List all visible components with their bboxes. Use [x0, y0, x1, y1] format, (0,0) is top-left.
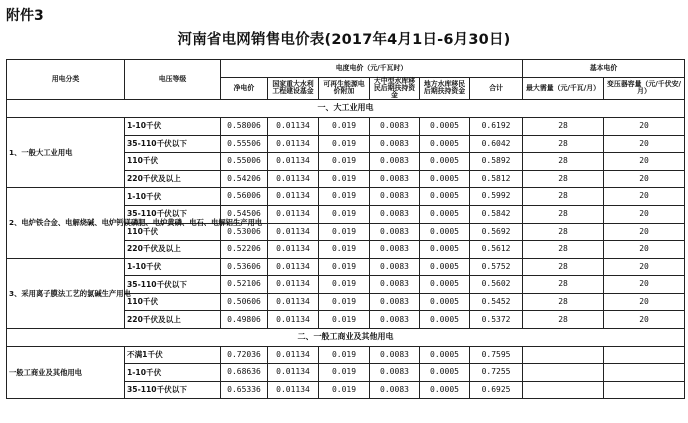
water-fund-cell: 0.01134 [268, 293, 319, 311]
table-row [7, 188, 685, 206]
water-fund-cell: 0.01134 [268, 381, 319, 399]
renewable-cell: 0.019 [319, 223, 370, 241]
header-transformer-capacity: 变压器容量（元/千伏安/月） [604, 77, 685, 100]
transformer-capacity-cell: 20 [604, 170, 685, 188]
local-reservoir-cell: 0.0005 [420, 188, 470, 206]
net-price-cell: 0.56006 [221, 188, 268, 206]
max-demand-cell: 28 [523, 170, 604, 188]
total-cell: 0.5892 [470, 153, 523, 171]
renewable-cell: 0.019 [319, 188, 370, 206]
large-reservoir-cell: 0.0083 [370, 223, 420, 241]
local-reservoir-cell: 0.0005 [420, 170, 470, 188]
header-max-demand: 最大需量（元/千瓦/月） [523, 77, 604, 100]
renewable-cell: 0.019 [319, 170, 370, 188]
max-demand-cell: 28 [523, 258, 604, 276]
local-reservoir-cell: 0.0005 [420, 241, 470, 259]
max-demand-cell: 28 [523, 117, 604, 135]
header-voltage: 电压等级 [125, 60, 221, 100]
category-cell: 3、采用离子膜法工艺的氯碱生产用电 [7, 258, 125, 328]
net-price-cell: 0.54206 [221, 170, 268, 188]
net-price-cell: 0.49806 [221, 311, 268, 329]
water-fund-cell: 0.01134 [268, 364, 319, 382]
category-cell: 一般工商业及其他用电 [7, 346, 125, 399]
max-demand-cell: 28 [523, 188, 604, 206]
large-reservoir-cell: 0.0083 [370, 170, 420, 188]
total-cell: 0.5452 [470, 293, 523, 311]
section-title: 二、一般工商业及其他用电 [7, 329, 685, 347]
net-price-cell: 0.65336 [221, 381, 268, 399]
voltage-level-cell: 35-110千伏以下 [125, 381, 221, 399]
large-reservoir-cell: 0.0083 [370, 293, 420, 311]
large-reservoir-cell: 0.0083 [370, 153, 420, 171]
local-reservoir-cell: 0.0005 [420, 223, 470, 241]
voltage-level-cell: 1-10千伏 [125, 117, 221, 135]
table-header [7, 60, 685, 100]
net-price-cell: 0.52206 [221, 241, 268, 259]
local-reservoir-cell: 0.0005 [420, 258, 470, 276]
local-reservoir-cell: 0.0005 [420, 153, 470, 171]
large-reservoir-cell: 0.0083 [370, 188, 420, 206]
renewable-cell: 0.019 [319, 135, 370, 153]
max-demand-cell: 28 [523, 223, 604, 241]
header-category: 用电分类 [7, 60, 125, 100]
section-row [7, 100, 685, 118]
transformer-capacity-cell [604, 381, 685, 399]
water-fund-cell: 0.01134 [268, 188, 319, 206]
voltage-level-cell: 110千伏 [125, 223, 221, 241]
header-net-price: 净电价 [221, 77, 268, 100]
water-fund-cell: 0.01134 [268, 276, 319, 294]
large-reservoir-cell: 0.0083 [370, 205, 420, 223]
net-price-cell: 0.53606 [221, 258, 268, 276]
total-cell: 0.7595 [470, 346, 523, 364]
category-cell: 2、电炉铁合金、电解烧碱、电炉钙镁磷肥、电炉黄磷、电石、电解铝生产用电 [7, 188, 125, 258]
category-cell: 1、一般大工业用电 [7, 117, 125, 187]
renewable-cell: 0.019 [319, 258, 370, 276]
total-cell: 0.5812 [470, 170, 523, 188]
total-cell: 0.5602 [470, 276, 523, 294]
max-demand-cell [523, 381, 604, 399]
max-demand-cell: 28 [523, 311, 604, 329]
renewable-cell: 0.019 [319, 293, 370, 311]
voltage-level-cell: 220千伏及以上 [125, 311, 221, 329]
total-cell: 0.6042 [470, 135, 523, 153]
net-price-cell: 0.72036 [221, 346, 268, 364]
transformer-capacity-cell: 20 [604, 241, 685, 259]
transformer-capacity-cell: 20 [604, 223, 685, 241]
net-price-cell: 0.55506 [221, 135, 268, 153]
transformer-capacity-cell: 20 [604, 311, 685, 329]
total-cell: 0.5692 [470, 223, 523, 241]
max-demand-cell [523, 364, 604, 382]
voltage-level-cell: 110千伏 [125, 293, 221, 311]
local-reservoir-cell: 0.0005 [420, 276, 470, 294]
net-price-cell: 0.68636 [221, 364, 268, 382]
renewable-cell: 0.019 [319, 346, 370, 364]
transformer-capacity-cell [604, 346, 685, 364]
price-table [6, 59, 685, 399]
water-fund-cell: 0.01134 [268, 346, 319, 364]
large-reservoir-cell: 0.0083 [370, 346, 420, 364]
max-demand-cell: 28 [523, 293, 604, 311]
net-price-cell: 0.54506 [221, 205, 268, 223]
table-row [7, 117, 685, 135]
total-cell: 0.6925 [470, 381, 523, 399]
header-energy-price: 电度电价（元/千瓦时） [221, 60, 523, 78]
renewable-cell: 0.019 [319, 117, 370, 135]
header-basic-price: 基本电价 [523, 60, 685, 78]
max-demand-cell: 28 [523, 153, 604, 171]
renewable-cell: 0.019 [319, 205, 370, 223]
transformer-capacity-cell: 20 [604, 293, 685, 311]
local-reservoir-cell: 0.0005 [420, 346, 470, 364]
net-price-cell: 0.55006 [221, 153, 268, 171]
voltage-level-cell: 220千伏及以上 [125, 170, 221, 188]
voltage-level-cell: 35-110千伏以下 [125, 205, 221, 223]
transformer-capacity-cell: 20 [604, 276, 685, 294]
renewable-cell: 0.019 [319, 276, 370, 294]
transformer-capacity-cell: 20 [604, 205, 685, 223]
local-reservoir-cell: 0.0005 [420, 364, 470, 382]
water-fund-cell: 0.01134 [268, 170, 319, 188]
transformer-capacity-cell: 20 [604, 117, 685, 135]
renewable-cell: 0.019 [319, 153, 370, 171]
header-local-reservoir-fund: 地方水库移民后期扶持资金 [420, 77, 470, 100]
local-reservoir-cell: 0.0005 [420, 293, 470, 311]
net-price-cell: 0.58006 [221, 117, 268, 135]
transformer-capacity-cell: 20 [604, 188, 685, 206]
header-total: 合计 [470, 77, 523, 100]
header-water-fund: 国家重大水利工程建设基金 [268, 77, 319, 100]
net-price-cell: 0.50606 [221, 293, 268, 311]
voltage-level-cell: 35-110千伏以下 [125, 135, 221, 153]
section-title: 一、大工业用电 [7, 100, 685, 118]
large-reservoir-cell: 0.0083 [370, 117, 420, 135]
total-cell: 0.7255 [470, 364, 523, 382]
section-row [7, 329, 685, 347]
water-fund-cell: 0.01134 [268, 241, 319, 259]
total-cell: 0.5992 [470, 188, 523, 206]
header-renewable-surcharge: 可再生能源电价附加 [319, 77, 370, 100]
net-price-cell: 0.52106 [221, 276, 268, 294]
total-cell: 0.5612 [470, 241, 523, 259]
voltage-level-cell: 1-10千伏 [125, 258, 221, 276]
local-reservoir-cell: 0.0005 [420, 117, 470, 135]
local-reservoir-cell: 0.0005 [420, 135, 470, 153]
large-reservoir-cell: 0.0083 [370, 364, 420, 382]
voltage-level-cell: 35-110千伏以下 [125, 276, 221, 294]
water-fund-cell: 0.01134 [268, 205, 319, 223]
transformer-capacity-cell: 20 [604, 135, 685, 153]
voltage-level-cell: 不满1千伏 [125, 346, 221, 364]
net-price-cell: 0.53006 [221, 223, 268, 241]
local-reservoir-cell: 0.0005 [420, 381, 470, 399]
water-fund-cell: 0.01134 [268, 135, 319, 153]
max-demand-cell: 28 [523, 241, 604, 259]
large-reservoir-cell: 0.0083 [370, 381, 420, 399]
voltage-level-cell: 110千伏 [125, 153, 221, 171]
local-reservoir-cell: 0.0005 [420, 205, 470, 223]
transformer-capacity-cell: 20 [604, 258, 685, 276]
voltage-level-cell: 1-10千伏 [125, 364, 221, 382]
table-row [7, 346, 685, 364]
renewable-cell: 0.019 [319, 364, 370, 382]
water-fund-cell: 0.01134 [268, 258, 319, 276]
large-reservoir-cell: 0.0083 [370, 135, 420, 153]
large-reservoir-cell: 0.0083 [370, 311, 420, 329]
local-reservoir-cell: 0.0005 [420, 311, 470, 329]
water-fund-cell: 0.01134 [268, 311, 319, 329]
total-cell: 0.5372 [470, 311, 523, 329]
large-reservoir-cell: 0.0083 [370, 258, 420, 276]
table-row [7, 258, 685, 276]
total-cell: 0.5752 [470, 258, 523, 276]
voltage-level-cell: 220千伏及以上 [125, 241, 221, 259]
max-demand-cell [523, 346, 604, 364]
large-reservoir-cell: 0.0083 [370, 241, 420, 259]
transformer-capacity-cell: 20 [604, 153, 685, 171]
max-demand-cell: 28 [523, 205, 604, 223]
transformer-capacity-cell [604, 364, 685, 382]
renewable-cell: 0.019 [319, 241, 370, 259]
water-fund-cell: 0.01134 [268, 223, 319, 241]
water-fund-cell: 0.01134 [268, 117, 319, 135]
total-cell: 0.6192 [470, 117, 523, 135]
document-title: 河南省电网销售电价表(2017年4月1日-6月30日) [177, 32, 511, 48]
large-reservoir-cell: 0.0083 [370, 276, 420, 294]
total-cell: 0.5842 [470, 205, 523, 223]
max-demand-cell: 28 [523, 276, 604, 294]
max-demand-cell: 28 [523, 135, 604, 153]
renewable-cell: 0.019 [319, 311, 370, 329]
water-fund-cell: 0.01134 [268, 153, 319, 171]
renewable-cell: 0.019 [319, 381, 370, 399]
table-body [7, 100, 685, 399]
voltage-level-cell: 1-10千伏 [125, 188, 221, 206]
header-large-reservoir-fund: 大中型水库移民后期扶持资金 [370, 77, 420, 100]
attachment-label: 附件3 [6, 8, 44, 24]
